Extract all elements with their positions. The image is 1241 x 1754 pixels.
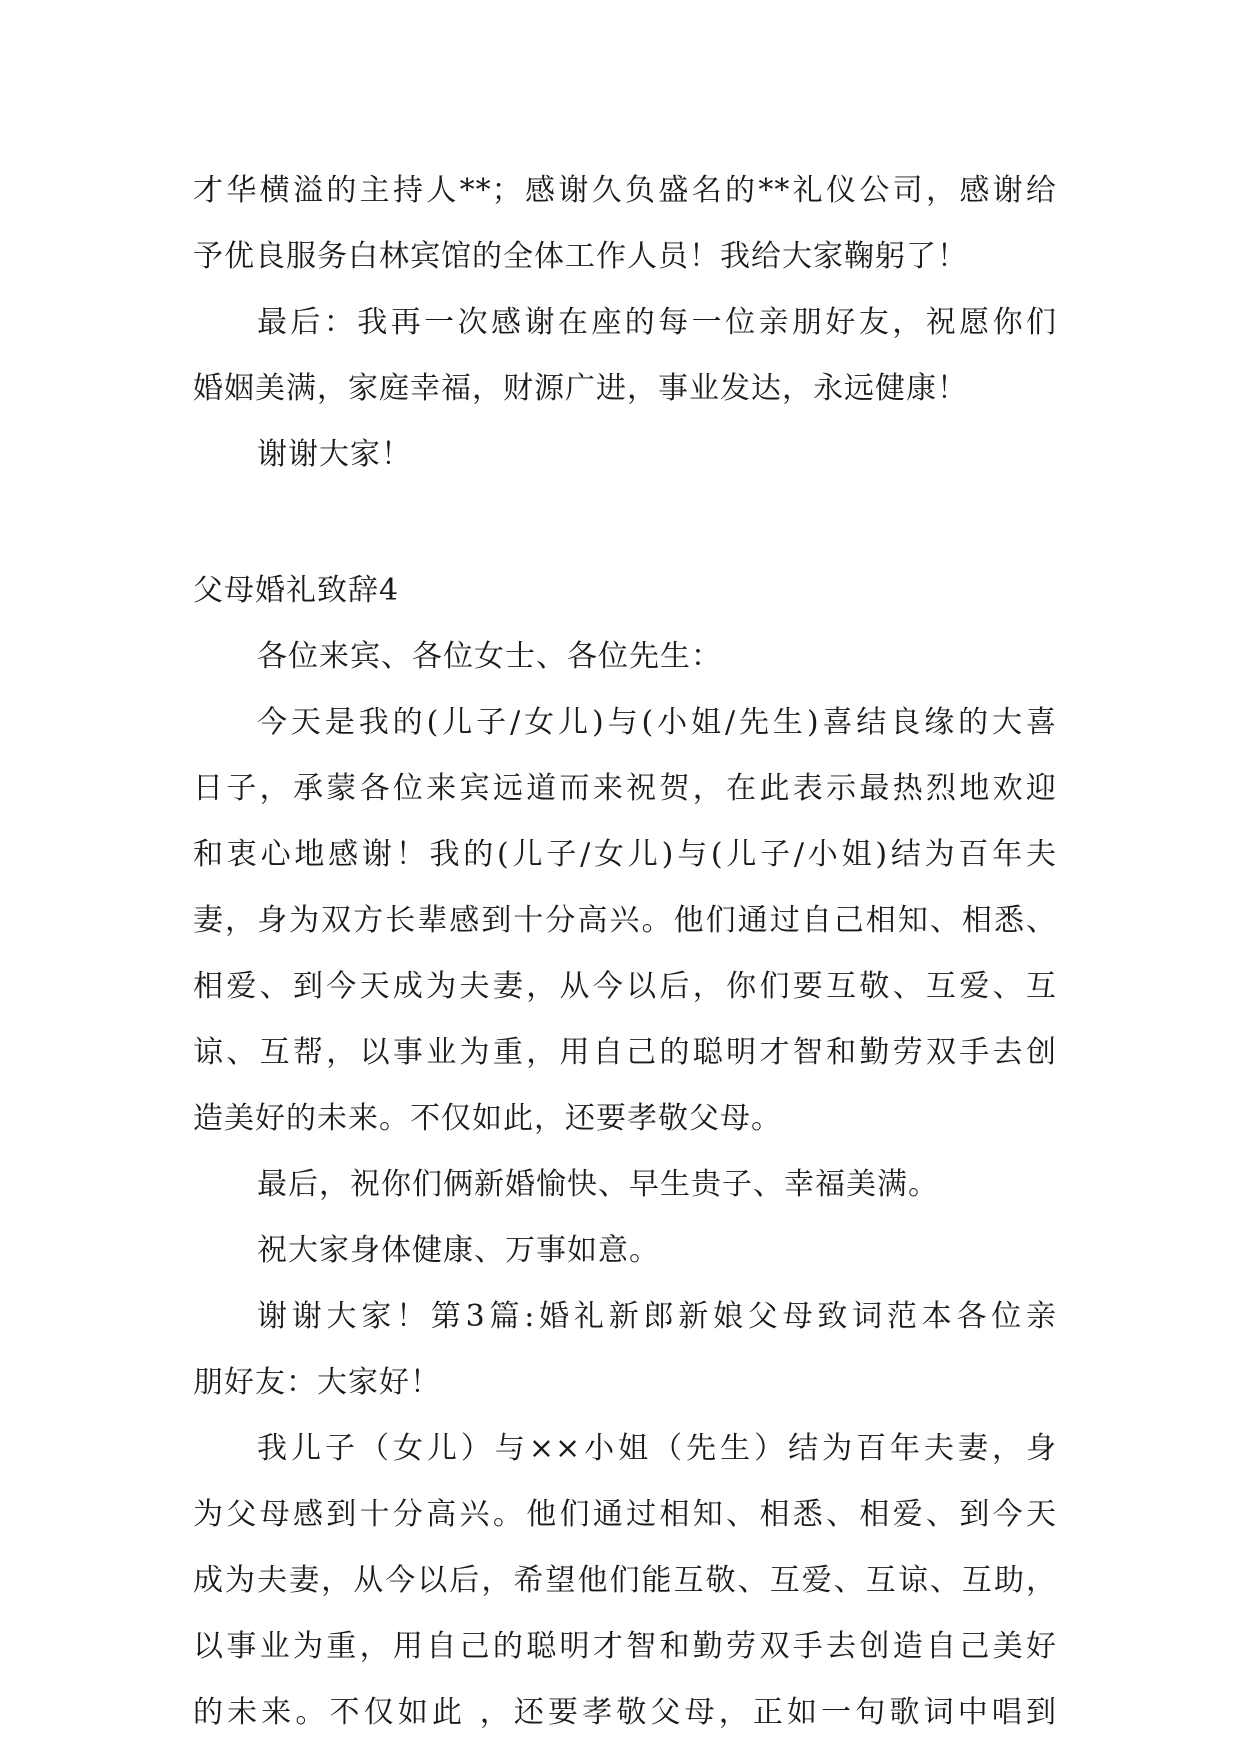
paragraph-blessing (193, 1152, 1057, 1218)
text-line: 各位来宾、各位女士、各位先生： (257, 639, 722, 674)
document-page (193, 158, 1057, 1746)
section-gap (193, 488, 1057, 558)
text-line: 谢谢大家！第3篇:婚礼新郎新娘父母致词范本各位亲 (257, 1299, 1057, 1334)
text-line: 的未来。不仅如此 ，还要孝敬父母，正如一句歌词中唱到 (193, 1695, 1057, 1730)
paragraph-parents-speech (193, 1416, 1057, 1746)
text-line: 和衷心地感谢！我的(儿子/女儿)与(儿子/小姐)结为百年夫 (193, 837, 1057, 872)
text-line: 以事业为重，用自己的聪明才智和勤劳双手去创造自己美好 (193, 1629, 1057, 1664)
text-line: 最后：我再一次感谢在座的每一位亲朋好友，祝愿你们 (257, 305, 1057, 340)
text-line: 祝大家身体健康、万事如意。 (257, 1233, 660, 1268)
paragraph-main-speech (193, 690, 1057, 1152)
text-line: 为父母感到十分高兴。他们通过相知、相悉、相爱、到今天 (193, 1497, 1057, 1532)
text-line: 今天是我的(儿子/女儿)与(小姐/先生)喜结良缘的大喜 (257, 705, 1057, 740)
text-line: 婚姻美满，家庭幸福，财源广进，事业发达，永远健康！ (193, 371, 968, 406)
text-line: 朋好友：大家好！ (193, 1365, 441, 1400)
paragraph-thank-you (193, 422, 1057, 488)
section-title: 父母婚礼致辞4 (193, 573, 400, 608)
text-line: 谢谢大家！ (257, 437, 412, 472)
text-line: 成为夫妻，从今以后，希望他们能互敬、互爱、互谅、互助， (193, 1563, 1057, 1598)
text-line: 予优良服务白林宾馆的全体工作人员！我给大家鞠躬了！ (193, 239, 968, 274)
text-line: 日子，承蒙各位来宾远道而来祝贺，在此表示最热烈地欢迎 (193, 771, 1057, 806)
paragraph-wish-health (193, 1218, 1057, 1284)
text-line: 谅、互帮，以事业为重，用自己的聪明才智和勤劳双手去创 (193, 1035, 1057, 1070)
text-line: 我儿子（女儿）与××小姐（先生）结为百年夫妻，身 (257, 1431, 1057, 1466)
text-line: 才华横溢的主持人**；感谢久负盛名的**礼仪公司，感谢给 (193, 173, 1057, 208)
paragraph-thanks-staff (193, 158, 1057, 290)
text-line: 妻，身为双方长辈感到十分高兴。他们通过自己相知、相悉、 (193, 903, 1057, 938)
text-line: 最后，祝你们俩新婚愉快、早生贵子、幸福美满。 (257, 1167, 939, 1202)
text-line: 相爱、到今天成为夫妻，从今以后，你们要互敬、互爱、互 (193, 969, 1057, 1004)
paragraph-chapter-3 (193, 1284, 1057, 1416)
text-line: 造美好的未来。不仅如此，还要孝敬父母。 (193, 1101, 782, 1136)
paragraph-greeting (193, 624, 1057, 690)
paragraph-final-wishes (193, 290, 1057, 422)
